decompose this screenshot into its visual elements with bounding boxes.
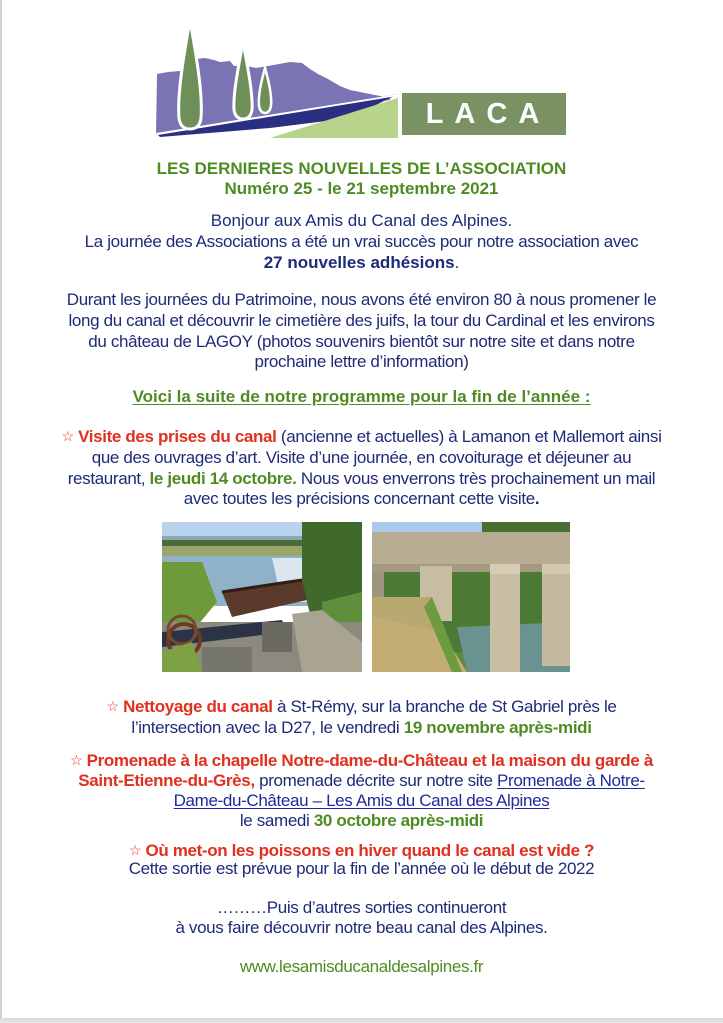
programme-heading: Voici la suite de notre programme pour la fin de l’année : (132, 387, 591, 406)
patrimoine-line-3: du château de LAGOY (photos souvenirs bientôt sur notre site et dans notre (88, 332, 635, 351)
event-visite-line-3 (0, 468, 723, 489)
event-visite-date: le jeudi 14 octobre. (149, 469, 297, 488)
intro-line-2: La journée des Associations a été un vrai succès pour notre association avec (84, 232, 639, 251)
event-poissons-line-2: Cette sortie est prévue pour la fin de l’année où le début de 2022 (128, 859, 595, 878)
newsletter-title: LES DERNIERES NOUVELLES DE L’ASSOCIATION (156, 159, 567, 178)
promenade-link[interactable]: Promenade à Notre- (497, 771, 645, 790)
event-promenade-location: Saint-Etienne-du-Grès, (78, 771, 255, 790)
event-nettoyage-text: l’intersection avec la D27, le vendredi (131, 718, 404, 737)
website-url[interactable]: www.lesamisducanaldesalpines.fr (239, 957, 484, 976)
star-icon: ☆ (61, 428, 74, 444)
event-promenade-line-2 (0, 770, 723, 791)
event-nettoyage-line-2 (0, 717, 723, 738)
event-visite-line-2: que des ouvrages d’art. Visite d’une journée, en covoiturage et déjeuner au (91, 448, 632, 467)
event-promenade-line-4 (0, 810, 723, 831)
issue-number-date: Numéro 25 - le 21 septembre 2021 (224, 179, 499, 198)
event-visite-text: restaurant, (67, 469, 150, 488)
photo-aqueduct-bridge (372, 522, 570, 672)
event-visite-text: Nous vous enverrons très prochainement un mail (296, 469, 656, 488)
event-promenade-text: le samedi (239, 811, 314, 830)
star-icon: ☆ (70, 752, 83, 768)
event-promenade-date: 30 octobre après-midi (313, 811, 484, 830)
event-promenade-text: promenade décrite sur notre site (254, 771, 498, 790)
event-visite-line-4 (0, 488, 723, 509)
period: . (454, 253, 460, 272)
greeting: Bonjour aux Amis du Canal des Alpines. (210, 211, 513, 230)
event-poissons-title: Où met-on les poissons en hiver quand le canal est vide ? (145, 841, 595, 860)
patrimoine-line-2: long du canal et découvrir le cimetière des juifs, la tour du Cardinal et les environs (68, 311, 655, 330)
photo-canal-intake (162, 522, 362, 672)
intro-line-3 (0, 252, 723, 273)
event-promenade-line-1 (0, 750, 723, 772)
event-poissons-line-1 (0, 841, 723, 861)
new-members-count: 27 nouvelles adhésions (263, 253, 455, 272)
patrimoine-line-1: Durant les journées du Patrimoine, nous avons été environ 80 à nous promener le (66, 290, 657, 309)
event-promenade-title: Promenade à la chapelle Notre-dame-du-Château et la maison du garde à (86, 751, 653, 770)
event-visite-title: Visite des prises du canal (78, 427, 277, 446)
logo-wordmark: LACA (402, 93, 566, 135)
event-visite-line-1 (0, 426, 723, 448)
closing-line-2: à vous faire découvrir notre beau canal des Alpines. (175, 918, 548, 937)
patrimoine-line-4: prochaine lettre d’information) (254, 352, 469, 371)
event-nettoyage-date: 19 novembre après-midi (403, 718, 592, 737)
period: . (534, 489, 540, 508)
page-edge-bottom (0, 1018, 723, 1023)
star-icon: ☆ (106, 698, 119, 714)
closing-line-1: ………Puis d’autres sorties continueront (216, 898, 507, 917)
event-nettoyage-title: Nettoyage du canal (123, 697, 273, 716)
event-visite-text: avec toutes les précisions concernant cette visite (183, 489, 535, 508)
promenade-link[interactable]: Dame-du-Château – Les Amis du Canal des Alpines (173, 791, 550, 810)
event-nettoyage-text: à St-Rémy, sur la branche de St Gabriel près le (272, 697, 617, 716)
star-icon: ☆ (128, 842, 142, 858)
event-nettoyage-line-1 (0, 696, 723, 718)
event-visite-text: (ancienne et actuelles) à Lamanon et Mallemort ainsi (276, 427, 662, 446)
event-promenade-line-3 (0, 790, 723, 811)
